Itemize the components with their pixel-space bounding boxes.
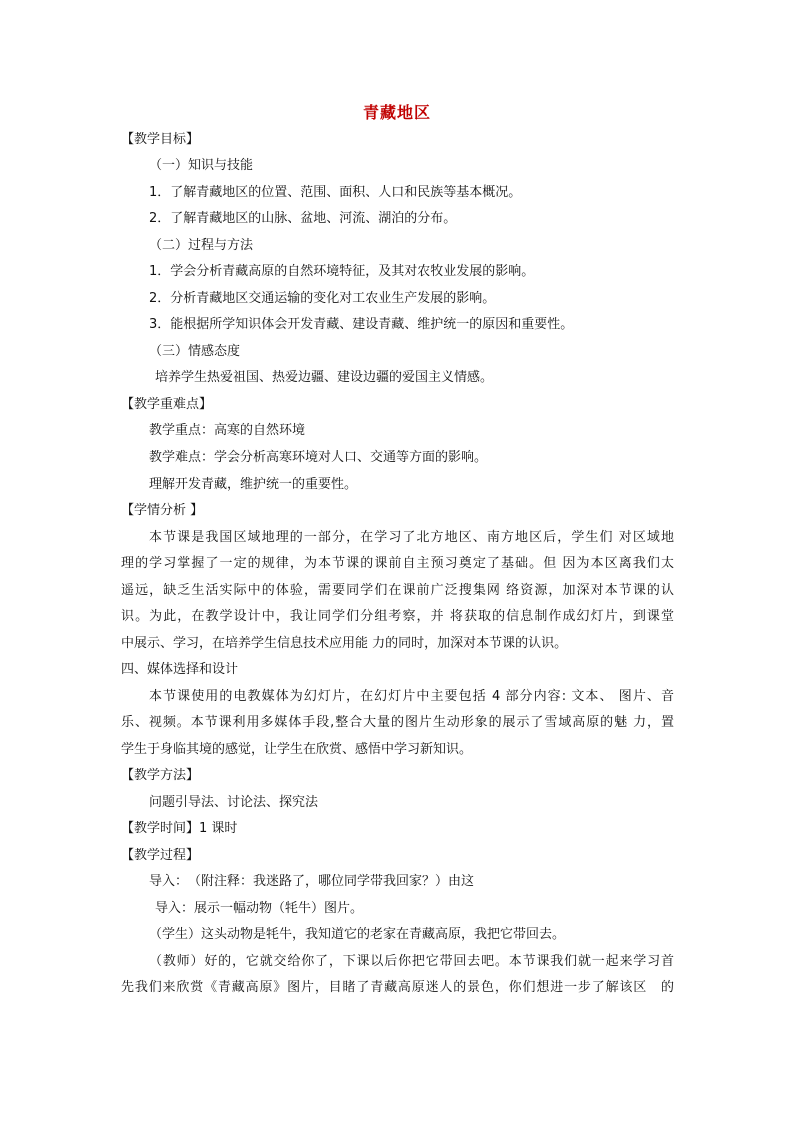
paragraph-line: 本节课是我国区域地理的一部分，在学习了北方地区、南方地区后，学生们 对区域地 — [149, 530, 674, 545]
heading-learner-analysis: 【学情分析 】 — [121, 503, 204, 518]
goal-item: 1．学会分析青藏高原的自然环境特征，及其对农牧业发展的影响。 — [149, 264, 535, 279]
subheading-knowledge-skills: （一）知识与技能 — [149, 158, 254, 173]
difficult-point-text: 理解开发青藏，维护统一的重要性。 — [149, 477, 358, 492]
heading-key-difficult-points: 【教学重难点】 — [121, 397, 213, 412]
goal-item: 2．了解青藏地区的山脉、盆地、河流、湖泊的分布。 — [149, 211, 457, 226]
paragraph-line: 遥远，缺乏生活实际中的体验，需要同学们在课前广泛搜集网 络资源，加深对本节课的认 — [121, 583, 674, 598]
heading-media-design: 四、媒体选择和设计 — [121, 662, 239, 677]
methods-text: 问题引导法、讨论法、探究法 — [149, 795, 319, 810]
paragraph-line: 乐、视频。本节课利用多媒体手段,整合大量的图片生动形象的展示了雪域高原的魅 力，置 — [121, 715, 674, 730]
heading-teaching-goals: 【教学目标】 — [121, 132, 200, 147]
heading-teaching-process: 【教学过程】 — [121, 848, 200, 863]
process-line: 导入： （附注释：我迷路了，哪位同学带我回家？）由这 — [149, 874, 475, 889]
process-line: 导入：展示一幅动物（牦牛）图片。 — [155, 901, 364, 916]
process-line: 先我们来欣赏《青藏高原》图片，目睹了青藏高原迷人的景色，你们想进一步了解该区 的 — [121, 980, 674, 995]
goal-item: 培养学生热爱祖国、热爱边疆、建设边疆的爱国主义情感。 — [155, 370, 494, 385]
goal-item: 3．能根据所学知识体会开发青藏、建设青藏、维护统一的原因和重要性。 — [149, 317, 574, 332]
subheading-process-methods: （二）过程与方法 — [149, 238, 254, 253]
heading-teaching-time: 【教学时间】1 课时 — [121, 821, 238, 836]
document-title: 青藏地区 — [362, 103, 431, 122]
paragraph-line: 中展示、学习，在培养学生信息技术应用能 力的同时，加深对本节课的认识。 — [121, 636, 568, 651]
subheading-emotion-attitude: （三）情感态度 — [149, 344, 241, 359]
goal-item: 2．分析青藏地区交通运输的变化对工农业生产发展的影响。 — [149, 291, 496, 306]
paragraph-line: 识。为此，在教学设计中，我让同学们分组考察，并 将获取的信息制作成幻灯片，到课堂 — [121, 609, 674, 624]
paragraph-line: 本节课使用的电教媒体为幻灯片，在幻灯片中主要包括 4 部分内容: 文本、 图片、音 — [149, 689, 674, 704]
difficult-point-text: 教学难点：学会分析高寒环境对人口、交通等方面的影响。 — [149, 450, 488, 465]
heading-teaching-methods: 【教学方法】 — [121, 768, 200, 783]
goal-item: 1．了解青藏地区的位置、范围、面积、人口和民族等基本概况。 — [149, 185, 522, 200]
process-line: （学生）这头动物是牦牛，我知道它的老家在青藏高原，我把它带回去。 — [149, 927, 566, 942]
process-line: （教师）好的，它就交给你了，下课以后你把它带回去吧。本节课我们就一起来学习首 — [149, 954, 674, 969]
paragraph-line: 理的学习掌握了一定的规律，为本节课的课前自主预习奠定了基础。但 因为本区离我们太 — [121, 556, 674, 571]
key-point-text: 教学重点：高寒的自然环境 — [149, 423, 306, 438]
paragraph-line: 学生于身临其境的感觉，让学生在欣赏、感悟中学习新知识。 — [121, 742, 473, 757]
